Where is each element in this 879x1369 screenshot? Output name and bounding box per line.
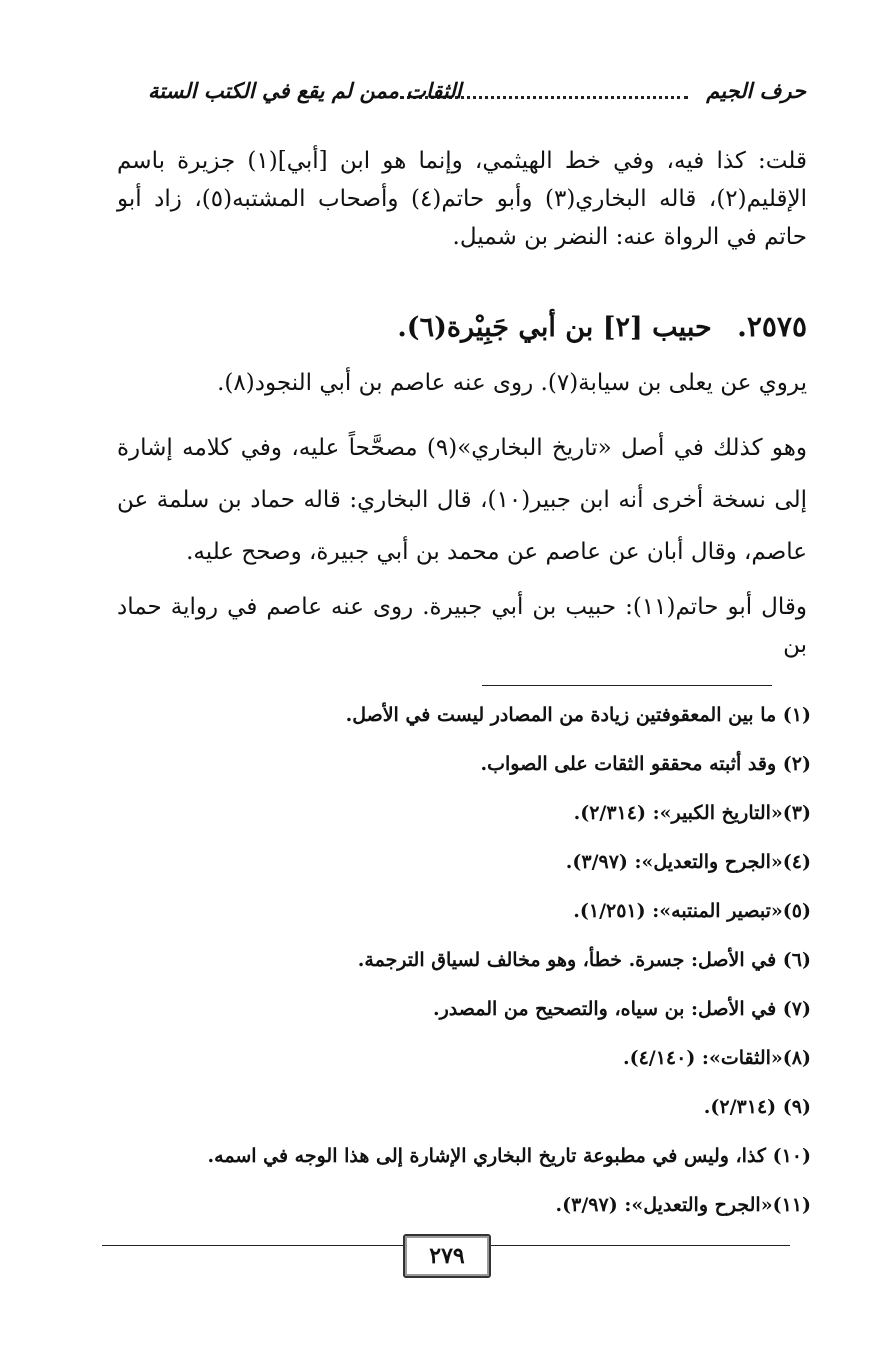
footnote: (٨)«الثقات»: (٤/١٤٠). (622, 1047, 811, 1069)
footnote: (٥)«تبصير المنتبه»: (١/٢٥١). (573, 900, 811, 922)
footnote: (١) ما بين المعقوفتين زيادة من المصادر ليست في الأصل. (345, 704, 811, 726)
entry-name: حبيب [٢] بن أبي جَبِيْرة(٦). (397, 312, 712, 343)
footnote: (٧) في الأصل: بن سياه، والتصحيح من المصدر. (432, 998, 811, 1020)
header-book-title: الثقات ممن لم يقع في الكتب الستة (148, 78, 462, 103)
paragraph-1: قلت: كذا فيه، وفي خط الهيثمي، وإنما هو ابن [أبي](١) جزيرة باسم الإقليم(٢)، قاله البخاري(٣) وأبو حاتم(٤) وأصحاب المشتبه(٥)، زاد أبو حاتم في الرواة عنه: النضر بن شميل. (117, 148, 807, 250)
header-chapter: حرف الجيم (706, 78, 806, 103)
paragraph-4: وقال أبو حاتم(١١): حبيب بن أبي جبيرة. روى عنه عاصم في رواية حماد بن (117, 594, 807, 658)
footnote: (١١)«الجرح والتعديل»: (٣/٩٧). (555, 1194, 811, 1216)
running-header (118, 78, 806, 114)
footnote: (٣)«التاريخ الكبير»: (٢/٣١٤). (573, 802, 811, 824)
footnote: (٦) في الأصل: جسرة. خطأ، وهو مخالف لسياق الترجمة. (357, 949, 811, 971)
footnote-separator (482, 685, 772, 686)
footnote: (١٠) كذا، وليس في مطبوعة تاريخ البخاري الإشارة إلى هذا الوجه في اسمه. (207, 1145, 811, 1167)
page-number: ٢٧٩ (403, 1234, 491, 1278)
paragraph-2: يروي عن يعلى بن سيابة(٧). روى عنه عاصم بن أبي النجود(٨). (217, 370, 807, 396)
footnote: (٤)«الجرح والتعديل»: (٣/٩٧). (565, 851, 811, 873)
entry-number: ٢٥٧٥. (737, 310, 807, 343)
paragraph-3: وهو كذلك في أصل «تاريخ البخاري»(٩) مصحَّحاً عليه، وفي كلامه إشارة إلى نسخة أخرى أنه ابن جبير(١٠)، قال البخاري: قاله حماد بن سلمة عن عاصم، وقال أبان عن عاصم عن محمد بن أبي جبيرة، وصحح عليه. (117, 435, 807, 565)
footnote: (٩) (٢/٣١٤). (703, 1096, 811, 1118)
footnotes (111, 703, 811, 1242)
entry-heading (397, 310, 807, 343)
footnote: (٢) وقد أثبته محققو الثقات على الصواب. (480, 753, 811, 775)
